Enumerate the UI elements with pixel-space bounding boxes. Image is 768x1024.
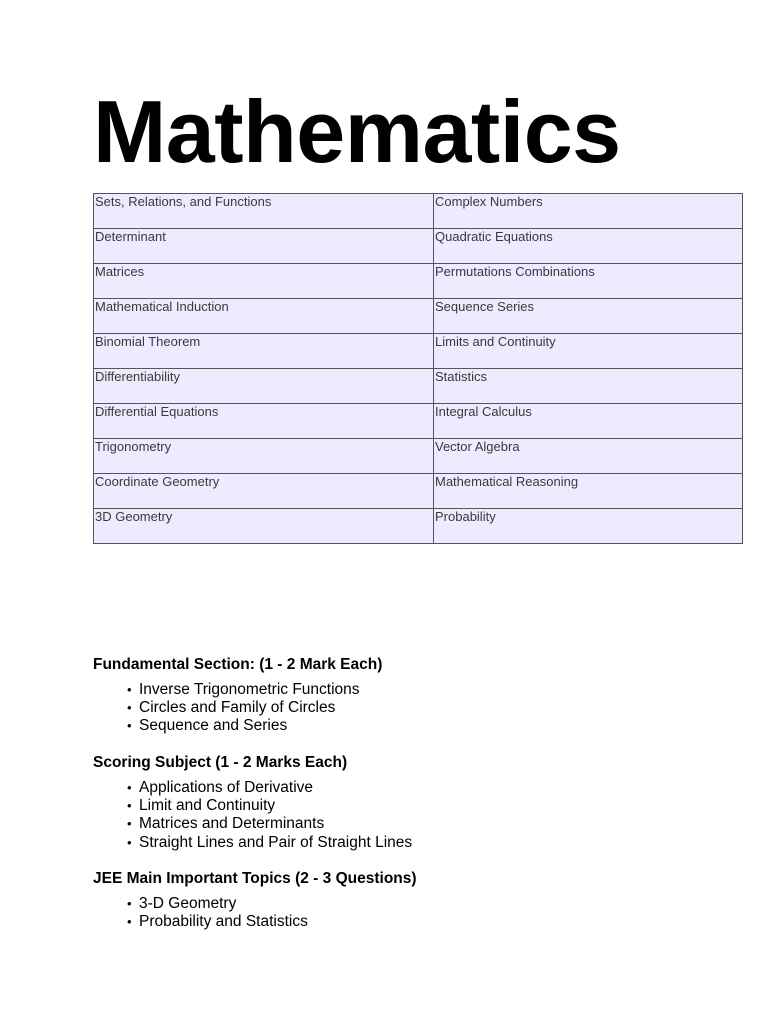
bullet-icon: • [127, 780, 132, 795]
table-cell: Statistics [434, 369, 743, 404]
table-row [94, 369, 743, 404]
table-cell: Complex Numbers [434, 194, 743, 229]
table-cell: Coordinate Geometry [94, 474, 434, 509]
bullet-icon: • [127, 896, 132, 911]
list-item: • Circles and Family of Circles [127, 699, 336, 717]
table-cell: Trigonometry [94, 439, 434, 474]
table-cell: Probability [434, 509, 743, 544]
list-item: • Matrices and Determinants [127, 815, 325, 833]
table-cell: Permutations Combinations [434, 264, 743, 299]
bullet-icon: • [127, 798, 132, 814]
bullet-icon: • [127, 816, 132, 832]
list-item: • Sequence and Series [127, 717, 288, 735]
table-cell: Quadratic Equations [434, 229, 743, 264]
table-cell: 3D Geometry [94, 509, 434, 544]
list-item: • Applications of Derivative [127, 779, 314, 796]
table-cell: Binomial Theorem [94, 334, 434, 369]
table-row [94, 334, 743, 369]
section-heading: JEE Main Important Topics (2 - 3 Questions) [93, 870, 417, 887]
topic-list [93, 681, 733, 736]
jee-main-topics-section [93, 869, 733, 931]
table-cell: Vector Algebra [434, 439, 743, 474]
table-cell: Integral Calculus [434, 404, 743, 439]
section-heading: Scoring Subject (1 - 2 Marks Each) [93, 754, 348, 771]
topic-list [93, 779, 733, 852]
table-row [94, 194, 743, 229]
bullet-icon: • [127, 718, 132, 734]
table-cell: Limits and Continuity [434, 334, 743, 369]
topics-table [93, 193, 743, 544]
table-row [94, 299, 743, 334]
table-cell: Mathematical Reasoning [434, 474, 743, 509]
table-row [94, 439, 743, 474]
table-cell: Differentiability [94, 369, 434, 404]
bullet-icon: • [127, 914, 132, 930]
fundamental-section [93, 655, 733, 736]
list-item: • Inverse Trigonometric Functions [127, 681, 360, 698]
topics-table-body [94, 194, 743, 544]
table-cell: Differential Equations [94, 404, 434, 439]
bullet-icon: • [127, 834, 132, 850]
table-row [94, 509, 743, 544]
list-item: • 3-D Geometry [127, 895, 237, 912]
table-row [94, 229, 743, 264]
scoring-subject-section [93, 753, 733, 852]
topic-list [93, 895, 733, 931]
page-title: Mathematics [93, 82, 621, 181]
list-item: • Limit and Continuity [127, 797, 276, 815]
list-item: • Probability and Statistics [127, 913, 308, 931]
list-item: • Straight Lines and Pair of Straight Lines [127, 833, 413, 851]
table-cell: Sets, Relations, and Functions [94, 194, 434, 229]
section-heading: Fundamental Section: (1 - 2 Mark Each) [93, 656, 383, 673]
bullet-icon: • [127, 700, 132, 716]
table-cell: Determinant [94, 229, 434, 264]
table-cell: Sequence Series [434, 299, 743, 334]
table-row [94, 404, 743, 439]
table-row [94, 474, 743, 509]
table-cell: Matrices [94, 264, 434, 299]
table-row [94, 264, 743, 299]
table-cell: Mathematical Induction [94, 299, 434, 334]
bullet-icon: • [127, 682, 132, 697]
